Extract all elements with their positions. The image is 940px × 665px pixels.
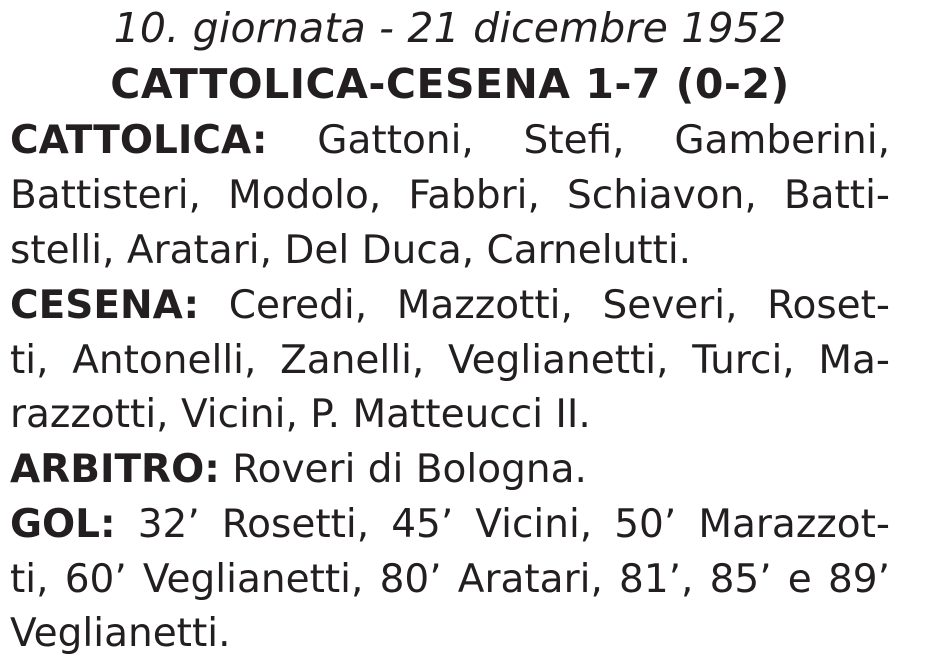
cesena-line-1 [10,277,890,335]
referee-name: Roveri di Bologna. [232,447,587,492]
referee-line [10,441,587,499]
goals-part-1: 32’ Rosetti, 45’ Vicini, 50’ Marazzot- [137,502,890,547]
cesena-lineup-part-1: Ceredi, Mazzotti, Severi, Roset- [228,283,891,328]
cattolica-lineup-part-3: stelli, Aratari, Del Duca, Carnelutti. [10,228,692,273]
referee-label: ARBITRO: [10,447,220,492]
round-and-date: 10. giornata - 21 dicembre 1952 [113,4,787,52]
cesena-lineup-part-3: razzotti, Vicini, P. Matteucci II. [10,392,591,437]
match-result: CATTOLICA-CESENA 1-7 (0-2) [110,60,790,108]
cesena-lineup-part-2: ti, Antonelli, Zanelli, Veglianetti, Turci, Ma- [10,338,890,383]
cattolica-line-1 [10,112,890,170]
cattolica-line-2 [10,167,890,225]
cesena-line-2 [10,332,890,390]
match-header [0,0,900,113]
cattolica-label: CATTOLICA: [10,118,268,163]
cattolica-line-3 [10,222,691,280]
goals-part-2: ti, 60’ Veglianetti, 80’ Aratari, 81’, 85’ e 89’ [10,557,890,602]
goals-line-2 [10,551,890,609]
goals-label: GOL: [10,502,116,547]
cattolica-lineup-part-1: Gattoni, Stefi, Gamberini, [317,118,890,163]
goals-line-3 [10,605,231,663]
cattolica-lineup-part-2: Battisteri, Modolo, Fabbri, Schiavon, Batti- [10,173,890,218]
cesena-line-3 [10,386,591,444]
cesena-label: CESENA: [10,283,200,328]
goals-line-1 [10,496,890,554]
goals-part-3: Veglianetti. [10,611,231,656]
